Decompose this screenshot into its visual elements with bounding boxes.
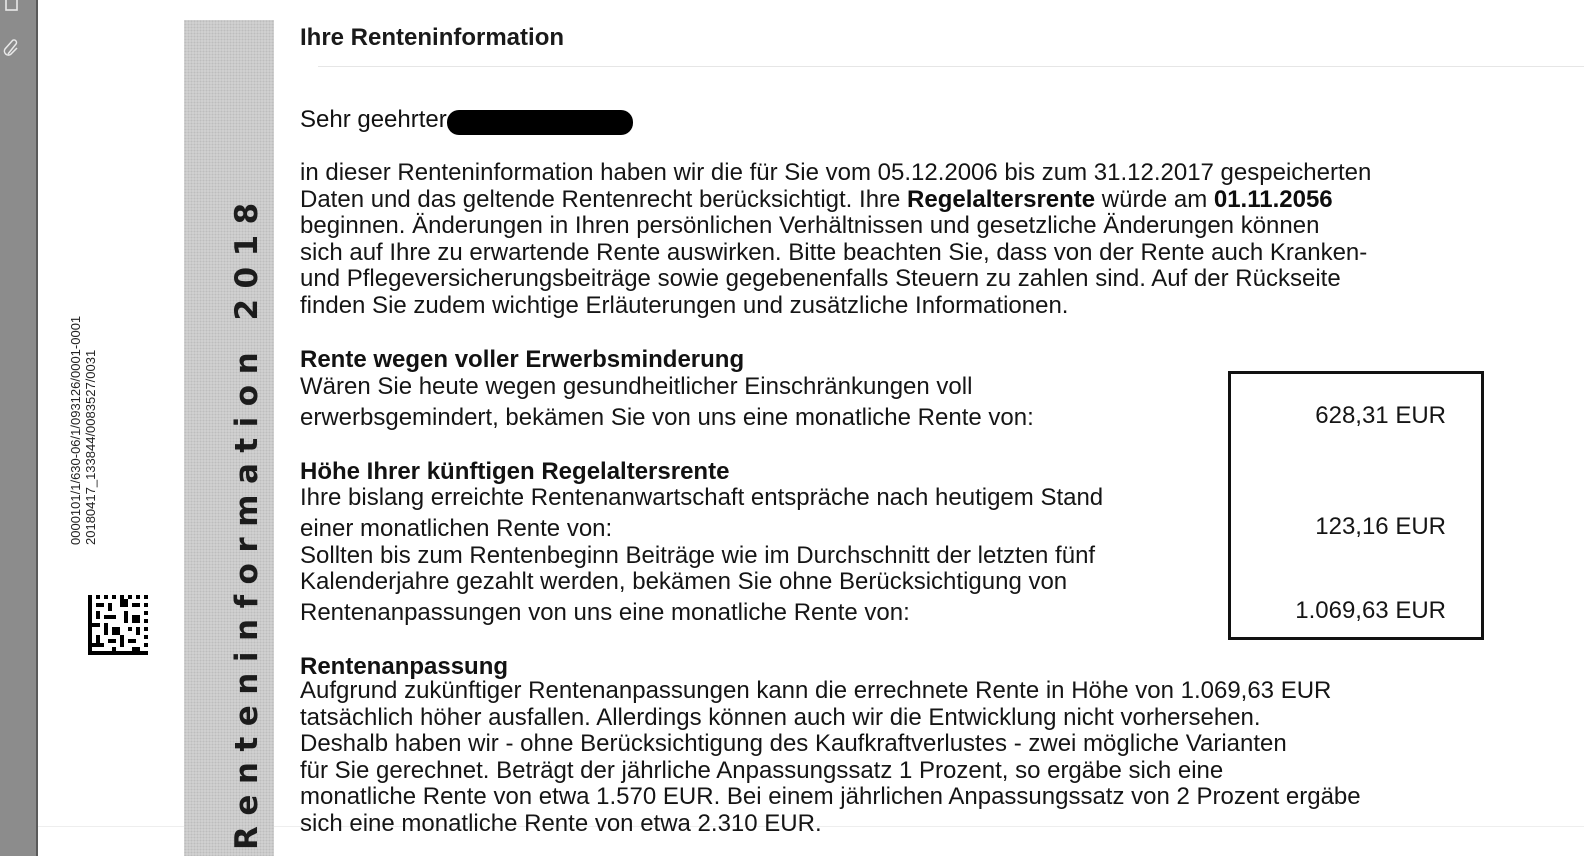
text-line: einer monatlichen Rente von: <box>300 515 613 542</box>
intro-line: beginnen. Änderungen in Ihren persönlichen Verhältnissen und gesetzliche Änderungen können <box>300 212 1320 240</box>
text-line: für Sie gerechnet. Beträgt der jährliche Anpassungssatz 1 Prozent, so ergäbe sich eine <box>300 756 1224 784</box>
intro-line: sich auf Ihre zu erwartende Rente auswirken. Bitte beachten Sie, dass von der Rente auch Kranken- <box>300 238 1368 266</box>
intro-line: und Pflegeversicherungsbeiträge sowie gegebenenfalls Steuern zu zahlen sind. Auf der Rückseite <box>300 265 1341 293</box>
reference-code-line: 0000101/1/630-06/1/093126/0001-0001 <box>68 315 83 545</box>
datamatrix-barcode-icon <box>88 595 148 655</box>
text-line: Sollten bis zum Rentenbeginn Beiträge wie im Durchschnitt der letzten fünf <box>300 542 1096 569</box>
salutation-text: Sehr geehrter <box>300 106 447 133</box>
text-line: Deshalb haben wir - ohne Berücksichtigung des Kaufkraftverlustes - zwei mögliche Varianten <box>300 730 1287 758</box>
intro-line: in dieser Renteninformation haben wir die für Sie vom 05.12.2006 bis zum 31.12.2017 gespeicherten <box>300 159 1372 186</box>
text-line: tatsächlich höher ausfallen. Allerdings können auch wir die Entwicklung nicht vorhersehen. <box>300 703 1261 731</box>
text-line: Rentenanpassungen von uns eine monatliche Rente von: <box>300 599 910 626</box>
scan-line <box>318 66 1584 67</box>
regelaltersrente-term: Regelaltersrente <box>907 185 1096 213</box>
section-heading-regelaltersrente: Höhe Ihrer künftigen Regelaltersrente <box>300 458 730 485</box>
value-projected-pension: 1.069,63 EUR <box>1295 597 1446 624</box>
page-title: Ihre Renteninformation <box>300 24 565 51</box>
intro-paragraph <box>300 160 1371 320</box>
value-erwerbsminderung: 628,31 EUR <box>1315 402 1446 429</box>
value-current-pension: 123,16 EUR <box>1315 513 1446 540</box>
retirement-date: 01.11.2056 <box>1213 185 1333 213</box>
text-line: Ihre bislang erreichte Rentenanwartschaft entspräche nach heutigem Stand <box>300 484 1104 511</box>
text-line: Wären Sie heute wegen gesundheitlicher Einschränkungen voll <box>300 373 973 400</box>
paperclip-icon[interactable] <box>2 38 22 58</box>
intro-line: Daten und das geltende Rentenrecht berücksichtigt. Ihre Regelaltersrente würde am 01.11.2056 <box>300 185 1333 213</box>
text-line: sich eine monatliche Rente von etwa 2.310 EUR. <box>300 809 822 837</box>
intro-line: finden Sie zudem wichtige Erläuterungen und zusätzliche Informationen. <box>300 291 1069 319</box>
reference-code-line: 20180417_133844/0083527/0031 <box>83 349 98 545</box>
document-page <box>38 0 1584 856</box>
section-heading-rentenanpassung: Rentenanpassung <box>300 653 509 680</box>
section-heading-erwerbsminderung: Rente wegen voller Erwerbsminderung <box>300 346 745 373</box>
reference-codes <box>68 255 98 545</box>
text-line: erwerbsgemindert, bekämen Sie von uns eine monatliche Rente von: <box>300 404 1034 431</box>
text-line: Kalenderjahre gezahlt werden, bekämen Sie ohne Berücksichtigung von <box>300 568 1068 595</box>
text-line: Aufgrund zukünftiger Rentenanpassungen kann die errechnete Rente in Höhe von 1.069,63 EUR <box>300 677 1332 704</box>
salutation <box>300 106 633 134</box>
rentenanpassung-paragraph <box>300 678 1361 838</box>
text-line: monatliche Rente von etwa 1.570 EUR. Bei einem jährlichen Anpassungssatz von 2 Prozent ergäbe <box>300 783 1361 811</box>
redaction-bar <box>447 110 633 135</box>
page-icon[interactable] <box>2 0 22 14</box>
viewer-sidebar <box>0 0 38 856</box>
banner-title: Renteninformation 2018 <box>229 192 265 850</box>
